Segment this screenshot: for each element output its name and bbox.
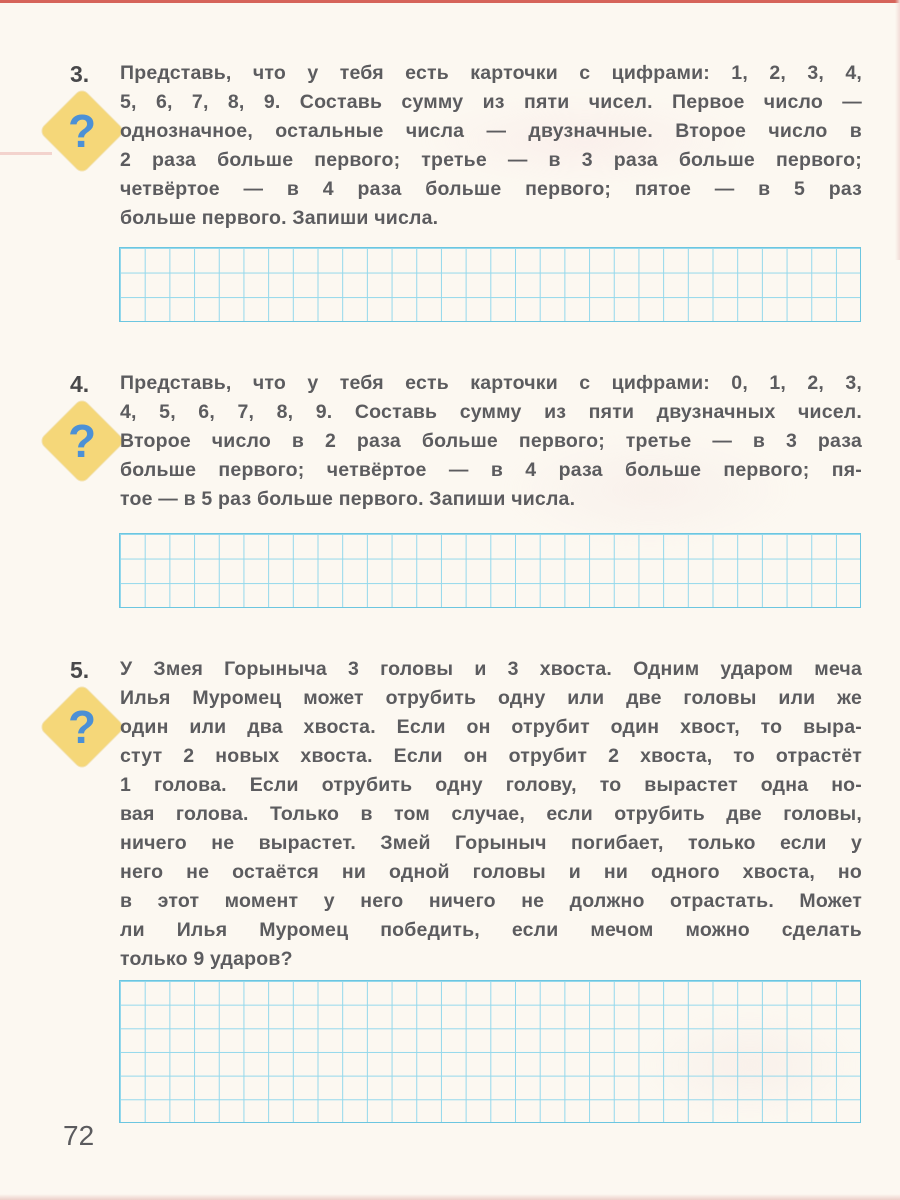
text-line: ничего не вырастет. Змей Горыныч погибает, только если у [120,832,862,854]
text-line: У Змея Горыныча 3 головы и 3 хвоста. Одним ударом меча [120,658,862,680]
page-edge-right [895,0,900,260]
text-line: больше первого. Запиши числа. [120,207,439,229]
question-mark-icon [40,89,125,174]
text-line: ли Илья Муромец победить, если мечом можно сделать [120,919,862,941]
text-line: Представь, что у тебя есть карточки с цифрами: 1, 2, 3, 4, [120,62,862,84]
text-line: Второе число в 2 раза больше первого; третье — в 3 раза [120,430,862,452]
question-mark-glyph: ? [67,105,97,157]
text-line: вая голова. Только в том случае, если отрубить две головы, [120,803,862,825]
problem-3-text [120,59,862,233]
text-line: четвёртое — в 4 раза больше первого; пятое — в 5 раз [120,178,862,200]
question-mark-icon [40,685,125,770]
problem-4-text [120,369,862,514]
text-line: тое — в 5 раз больше первого. Запиши числа. [120,488,576,510]
text-line: 4, 5, 6, 7, 8, 9. Составь сумму из пяти двузначных чисел. [120,401,862,423]
text-line: 5, 6, 7, 8, 9. Составь сумму из пяти чисел. Первое число — [120,91,862,113]
text-line: один или два хвоста. Если он отрубит один хвост, то выра- [120,716,862,738]
question-mark-icon [40,399,125,484]
text-line: 2 раза больше первого; третье — в 3 раза больше первого; [120,149,862,171]
text-line: только 9 ударов? [120,948,293,970]
problem-3-answer-grid[interactable] [119,247,861,322]
text-line: 1 голова. Если отрубить одну голову, то вырастет одна но- [120,774,862,796]
page-edge-top [0,0,900,3]
question-mark-glyph: ? [67,415,97,467]
text-line: однозначное, остальные числа — двузначные. Второе число в [120,120,862,142]
text-line: него не остаётся ни одной головы и ни одного хвоста, но [120,861,862,883]
problem-5-text [120,655,862,974]
problem-5-number: 5. [70,657,90,683]
problem-4-number: 4. [70,371,90,397]
page-number: 72 [63,1120,95,1151]
text-line: стут 2 новых хвоста. Если он отрубит 2 хвоста, то отрастёт [120,745,862,767]
text-line: Представь, что у тебя есть карточки с цифрами: 0, 1, 2, 3, [120,372,862,394]
problem-3-number: 3. [70,61,90,87]
problem-5-answer-grid[interactable] [119,980,861,1123]
text-line: больше первого; четвёртое — в 4 раза больше первого; пя- [120,459,862,481]
page-edge-left-tick [0,152,52,155]
text-line: в этот момент у него ничего не должно отрастать. Может [120,890,862,912]
text-line: Илья Муромец может отрубить одну или две головы или же [120,687,862,709]
problem-4-answer-grid[interactable] [119,533,861,608]
question-mark-glyph: ? [67,701,97,753]
page-edge-bottom [0,1194,900,1200]
